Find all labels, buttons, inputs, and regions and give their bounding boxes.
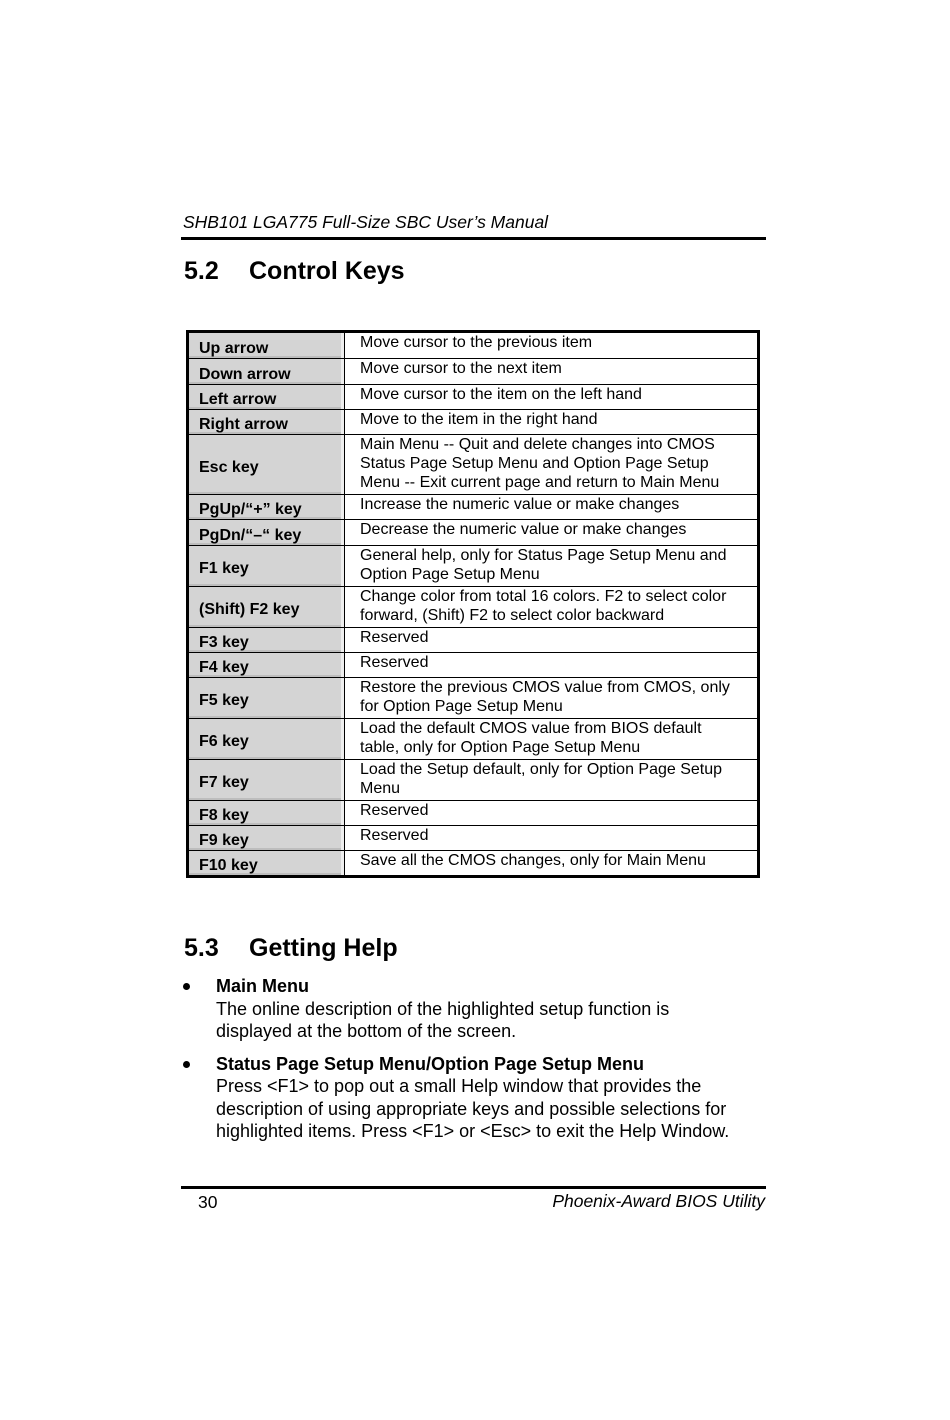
- control-keys-table-body: [188, 332, 759, 877]
- running-header: SHB101 LGA775 Full-Size SBC User’s Manual: [183, 212, 549, 232]
- description-line: Menu -- Exit current page and return to Main Menu: [360, 474, 720, 491]
- description-line: General help, only for Status Page Setup Menu and: [360, 547, 727, 564]
- control-key-row: [188, 546, 759, 587]
- help-item-body-line: Press <F1> to pop out a small Help window that provides the: [216, 1076, 702, 1096]
- help-item-body-line: highlighted items. Press <F1> or <Esc> to exit the Help Window.: [216, 1121, 730, 1141]
- control-key-description: [345, 851, 759, 877]
- footer-title: Phoenix-Award BIOS Utility: [552, 1191, 765, 1211]
- control-key-name: PgUp/“+” key: [188, 495, 345, 520]
- control-key-row: [188, 628, 759, 653]
- help-item-title: Main Menu: [216, 976, 309, 996]
- control-key-name: F5 key: [188, 678, 345, 719]
- bullet-dot-icon: [183, 1061, 190, 1068]
- control-key-name: F6 key: [188, 719, 345, 760]
- control-key-row: [188, 719, 759, 760]
- help-item-body-line: description of using appropriate keys and possible selections for: [216, 1098, 727, 1119]
- description-line: Reserved: [360, 654, 429, 671]
- description-line: Move to the item in the right hand: [360, 411, 598, 428]
- help-item-body-line: displayed at the bottom of the screen.: [216, 1021, 517, 1041]
- help-bullet-item: [183, 1053, 763, 1143]
- control-key-description: [345, 385, 759, 410]
- header-rule: [181, 237, 766, 240]
- control-key-row: [188, 385, 759, 410]
- control-key-row: [188, 826, 759, 851]
- control-key-name: Up arrow: [188, 332, 345, 359]
- control-key-description: [345, 332, 759, 359]
- control-key-name: Esc key: [188, 435, 345, 495]
- control-key-name: F4 key: [188, 653, 345, 678]
- control-key-description: [345, 719, 759, 760]
- description-line: Reserved: [360, 629, 429, 646]
- control-key-name: F1 key: [188, 546, 345, 587]
- control-key-description: [345, 546, 759, 587]
- description-line: Option Page Setup Menu: [360, 566, 540, 583]
- control-key-row: [188, 653, 759, 678]
- control-key-name: PgDn/“–“ key: [188, 520, 345, 546]
- description-line: Move cursor to the item on the left hand: [360, 386, 642, 403]
- control-key-name: F3 key: [188, 628, 345, 653]
- help-bullet-item: [183, 975, 763, 1043]
- control-key-name: F8 key: [188, 801, 345, 826]
- control-key-description: [345, 359, 759, 385]
- bullet-dot-icon: [183, 983, 190, 990]
- control-key-row: [188, 851, 759, 877]
- control-key-name: F7 key: [188, 760, 345, 801]
- description-line: Increase the numeric value or make changes: [360, 496, 680, 513]
- control-key-name: Right arrow: [188, 410, 345, 435]
- control-key-name: Down arrow: [188, 359, 345, 385]
- description-line: forward, (Shift) F2 to select color backward: [360, 607, 665, 624]
- control-key-row: [188, 587, 759, 628]
- control-key-name: Left arrow: [188, 385, 345, 410]
- control-key-description: [345, 801, 759, 826]
- control-key-row: [188, 495, 759, 520]
- description-line: Restore the previous CMOS value from CMOS, only: [360, 679, 730, 696]
- description-line: Menu: [360, 780, 401, 797]
- control-key-row: [188, 332, 759, 359]
- description-line: Load the default CMOS value from BIOS default: [360, 720, 702, 737]
- description-line: Decrease the numeric value or make changes: [360, 521, 687, 538]
- description-line: Save all the CMOS changes, only for Main Menu: [360, 852, 706, 869]
- description-line: Reserved: [360, 827, 429, 844]
- control-key-description: [345, 587, 759, 628]
- control-key-row: [188, 760, 759, 801]
- description-line: for Option Page Setup Menu: [360, 698, 563, 715]
- control-key-description: [345, 760, 759, 801]
- help-item-title: Status Page Setup Menu/Option Page Setup Menu: [216, 1053, 645, 1074]
- help-item-body: [216, 998, 763, 1043]
- help-item-body-line: The online description of the highlighted setup function is: [216, 998, 670, 1019]
- footer-rule: [181, 1186, 766, 1189]
- control-key-description: [345, 678, 759, 719]
- section-title: Control Keys: [249, 257, 405, 285]
- control-key-description: [345, 435, 759, 495]
- section-number: 5.3: [184, 934, 219, 962]
- control-key-row: [188, 435, 759, 495]
- control-key-row: [188, 801, 759, 826]
- help-item-body: [216, 1075, 763, 1143]
- control-key-description: [345, 410, 759, 435]
- control-key-description: [345, 653, 759, 678]
- control-key-description: [345, 628, 759, 653]
- page-number: 30: [198, 1192, 218, 1212]
- description-line: Move cursor to the next item: [360, 360, 562, 377]
- control-keys-table: [186, 330, 760, 878]
- description-line: Status Page Setup Menu and Option Page Setup: [360, 455, 709, 472]
- section-number: 5.2: [184, 257, 219, 285]
- description-line: Main Menu -- Quit and delete changes into CMOS: [360, 436, 715, 453]
- control-key-name: (Shift) F2 key: [188, 587, 345, 628]
- control-key-description: [345, 495, 759, 520]
- control-key-description: [345, 826, 759, 851]
- description-line: Load the Setup default, only for Option Page Setup: [360, 761, 723, 778]
- control-key-name: F9 key: [188, 826, 345, 851]
- control-key-description: [345, 520, 759, 546]
- control-key-row: [188, 410, 759, 435]
- description-line: table, only for Option Page Setup Menu: [360, 739, 641, 756]
- description-line: Change color from total 16 colors. F2 to select color: [360, 588, 727, 605]
- control-key-row: [188, 359, 759, 385]
- help-bullet-list: [183, 975, 763, 1143]
- section-title: Getting Help: [249, 934, 398, 962]
- description-line: Reserved: [360, 802, 429, 819]
- control-key-name: F10 key: [188, 851, 345, 877]
- control-key-row: [188, 520, 759, 546]
- control-key-row: [188, 678, 759, 719]
- description-line: Move cursor to the previous item: [360, 334, 593, 351]
